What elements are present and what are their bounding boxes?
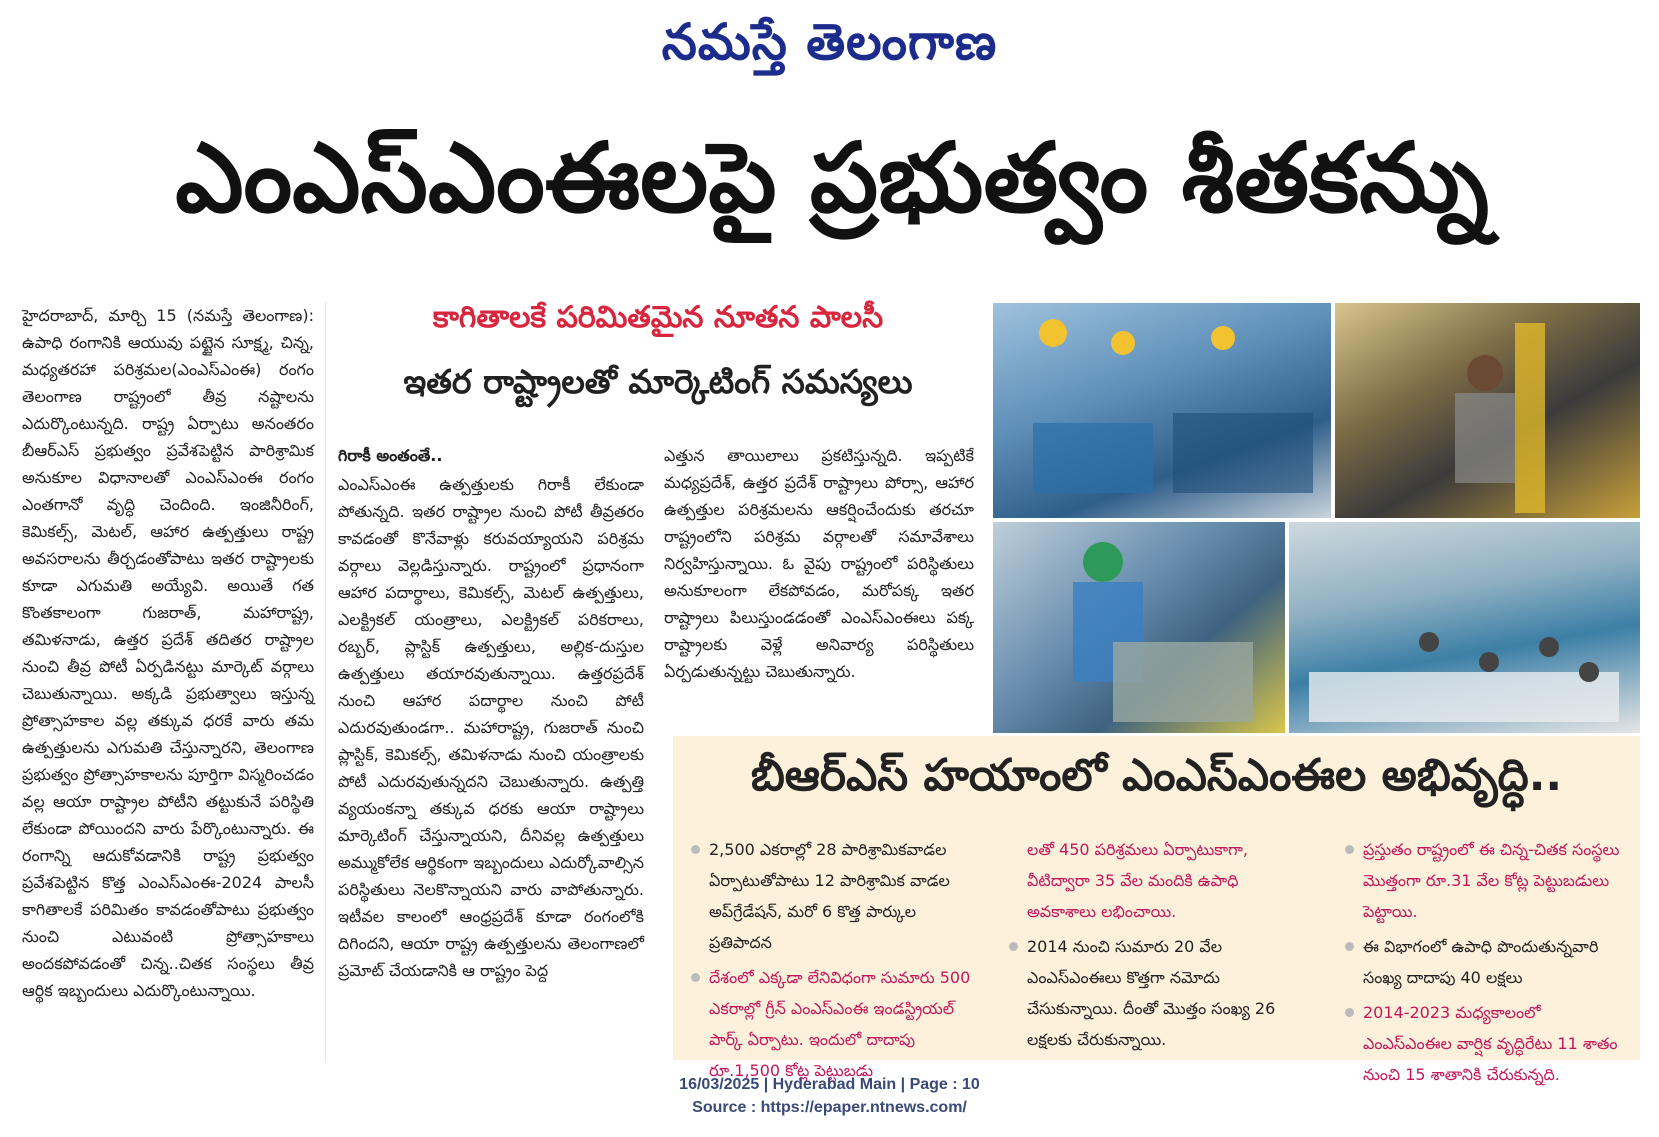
masthead-logo: నమస్తే తెలంగాణ: [661, 12, 998, 71]
footer-source: Source : https://epaper.ntnews.com/: [692, 1099, 967, 1116]
worker-green-helmet-photo: [993, 522, 1285, 733]
bullet-icon: [691, 973, 700, 982]
highlight-item: [687, 834, 982, 958]
highlight-text: 2,500 ఎకరాల్లో 28 పారిశ్రామికవాడల ఏర్పాటుతోపాటు 12 పారిశ్రామిక వాడల అప్‌గ్రేడేషన్, మరో 6 కొత్త పార్కుల ప్రతిపాదన: [709, 840, 950, 952]
highlight-text: ఈ విభాగంలో ఉపాధి పొందుతున్నవారి సంఖ్య దాదాపు 40 లక్షలు: [1363, 937, 1599, 987]
factory-workers-photo: [993, 303, 1331, 518]
highlight-item: [1341, 834, 1633, 927]
subheadline: ఇతర రాష్ట్రాలతో మార్కెటింగ్ సమస్యలు: [403, 362, 913, 401]
highlight-item: [1341, 931, 1633, 993]
highlights-column-3: [1341, 834, 1633, 1094]
highlight-text: 2014 నుంచి సుమారు 20 వేల ఎంఎస్‌ఎంఈలు కొత్తగా నమోదు చేసుకున్నాయి. దీంతో మొత్తం సంఖ్య 26 లక్షలకు చేరుకున్నాయి.: [1027, 937, 1276, 1049]
footer-date-page: 16/03/2025 | Hyderabad Main | Page : 10: [679, 1076, 980, 1093]
machine-operator-photo: [1335, 303, 1640, 518]
highlight-item: [1005, 931, 1305, 1055]
photo-collage: [993, 303, 1640, 733]
highlights-column-1: [687, 834, 982, 1090]
garment-factory-photo: [1289, 522, 1640, 733]
headline: ఎంఎస్‌ఎంఈలపై ప్రభుత్వం శీతకన్ను: [175, 122, 1489, 234]
column-2-subhead: గిరాకీ అంతంతే..: [338, 446, 443, 465]
highlight-text: దేశంలో ఎక్కడా లేనివిధంగా సుమారు 500 ఎకరాల్లో గ్రీన్ ఎంఎస్‌ఎంఈ ఇండస్ట్రియల్ పార్క్ ఏర్పాటు. ఇందులో దాదాపు రూ.1,500 కోట్ల పెట్టుబడు: [709, 968, 971, 1080]
highlight-text: లతో 450 పరిశ్రమలు ఏర్పాటుకాగా, వీటిద్వారా 35 వేల మందికి ఉపాధి అవకాశాలు లభించాయి.: [1027, 840, 1248, 921]
highlights-column-2: [1005, 834, 1305, 1059]
highlights-box: [673, 736, 1640, 1084]
article-column-2: [338, 442, 644, 984]
bullet-icon: [691, 845, 700, 854]
article-column-1: హైదరాబాద్, మార్చి 15 (నమస్తే తెలంగాణ): ఉపాధి రంగానికి ఆయువు పట్టైన సూక్ష్మ, చిన్న, మధ్యతరహా పరిశ్రమల(ఎంఎస్‌ఎంఈ) రంగం తెలంగాణ రాష్ట్రంలో తీవ్ర నష్టాలను ఎదుర్కొంటున్నది. రాష్ట్ర ఏర్పాటు అనంతరం బీఆర్‌ఎస్ ప్రభుత్వం ప్రవేశపెట్టిన పారిశ్రామిక అనుకూల విధానాలతో ఎంఎస్‌ఎంఈ రంగం ఎంతగానో వృద్ధి చెందింది. ఇంజినీరింగ్, కెమికల్స్, మెటల్, ఆహార ఉత్పత్తులు రాష్ట్ర అవసరాలను తీర్చడంతోపాటు ఇతర రాష్ట్రాలకు కూడా ఎగుమతి అయ్యేవి. అయితే గత కొంతకాలంగా గుజరాత్, మహారాష్ట్ర, తమిళనాడు, ఉత్తర ప్రదేశ్ తదితర రాష్ట్రాల నుంచి తీవ్ర పోటీ ఏర్పడినట్టు మార్కెట్ వర్గాలు చెబుతున్నాయి. అక్కడి ప్రభుత్వాలు ఇస్తున్న ప్రోత్సాహకాల వల్ల తక్కువ ధరకే వారు తమ ఉత్పత్తులను ఎగుమతి చేస్తున్నారని, తెలంగాణ ప్రభుత్వం ప్రోత్సాహకాలను పూర్తిగా విస్మరించడం వల్ల ఆయా రాష్ట్రాల పోటీని తట్టుకునే పరిస్థితి లేకుండా పోయిందని వారు పేర్కొంటున్నారు. ఈ రంగాన్ని ఆదుకోవడానికి రాష్ట్ర ప్రభుత్వం ప్రవేశపెట్టిన కొత్త ఎంఎస్‌ఎంఈ-2024 పాలసీ కాగితాలకే పరిమితం కావడంతోపాటు ప్రభుత్వం నుంచి ఎటువంటి ప్రోత్సాహకాలు అందకపోవడంతో చిన్న..చితక సంస్థలు తీవ్ర ఆర్థిక ఇబ్బందులు ఎదుర్కొంటున్నాయి.: [22, 306, 314, 1000]
highlights-title: బీఆర్‌ఎస్ హయాంలో ఎంఎస్‌ఎంఈల అభివృద్ధి..: [750, 750, 1563, 801]
highlight-item: [687, 962, 982, 1086]
highlight-text: ప్రస్తుతం రాష్ట్రంలో ఈ చిన్న-చితక సంస్థలు మొత్తంగా రూ.31 వేల కోట్ల పెట్టుబడులు పెట్టాయి.: [1363, 840, 1620, 921]
column-divider: [325, 302, 326, 1062]
bullet-icon: [1345, 942, 1354, 951]
bullet-icon: [1009, 942, 1018, 951]
highlight-text: 2014-2023 మధ్యకాలంలో ఎంఎస్‌ఎంఈల వార్షిక వృద్ధిరేటు 11 శాతం నుంచి 15 శాతానికి చేరుకున్నది.: [1363, 1003, 1618, 1084]
column-2-text: ఎంఎస్‌ఎంఈ ఉత్పత్తులకు గిరాకీ లేకుండా పోతున్నది. ఇతర రాష్ట్రాల నుంచి పోటీ తీవ్రతరం కావడంతో కొనేవాళ్లు కరువయ్యాయని పరిశ్రమ వర్గాలు వెల్లడిస్తున్నారు. రాష్ట్రంలో ప్రధానంగా ఆహార పదార్థాలు, కెమికల్స్, మెటల్ ఉత్పత్తులు, ఎలక్ట్రికల్ యంత్రాలు, ఎలక్ట్రికల్ పరికరాలు, రబ్బర్, ప్లాస్టిక్ ఉత్పత్తులు, అల్లిక-దుస్తుల ఉత్పత్తులు తయారవుతున్నాయి. ఉత్తరప్రదేశ్ నుంచి ఆహార పదార్థాల నుంచి పోటీ ఎదురవుతుండగా.. మహారాష్ట్ర, గుజరాత్ నుంచి ప్లాస్టిక్, కెమికల్స్, తమిళనాడు నుంచి యంత్రాలకు పోటీ ఎదురవుతున్నదని చెబుతున్నారు. ఉత్పత్తి వ్యయంకన్నా తక్కువ ధరకు ఆయా రాష్ట్రాలు మార్కెటింగ్ చేస్తున్నాయని, దీనివల్ల ఉత్పత్తులు అమ్ముకోలేక ఆర్థికంగా ఇబ్బందులు ఎదుర్కోవాల్సిన పరిస్థితులు నెలకొన్నాయని వారు వాపోతున్నారు. ఇటీవల కాలంలో ఆంధ్రప్రదేశ్ కూడా రంగంలోకి దిగిందని, ఆయా రాష్ట్ర ఉత్పత్తులను తెలంగాణలో ప్రమోట్ చేయడానికి ఆ రాష్ట్రం పెద్ద: [338, 475, 644, 980]
highlight-item: [1005, 834, 1305, 927]
bullet-icon: [1345, 1008, 1354, 1017]
article-column-3: ఎత్తున తాయిలాలు ప్రకటిస్తున్నది. ఇప్పటికే మధ్యప్రదేశ్, ఉత్తర ప్రదేశ్ రాష్ట్రాలు పోర్సా, ఆహార ఉత్పత్తుల పరిశ్రమలను ఆకర్షించేందుకు తరచూ రాష్ట్రంలోని పరిశ్రమ వర్గాలతో సమావేశాలు నిర్వహిస్తున్నాయి. ఓ వైపు రాష్ట్రంలో పరిస్థితులు అనుకూలంగా లేకపోవడం, మరోపక్క ఇతర రాష్ట్రాలు పిలుస్తుండడంతో ఎంఎస్‌ఎంఈలు పక్క రాష్ట్రాలకు వెళ్లే అనివార్య పరిస్థితులు ఏర్పడుతున్నట్టు చెబుతున్నారు.: [664, 446, 974, 681]
bullet-icon: [1345, 845, 1354, 854]
subheadline-red: కాగితాలకే పరిమితమైన నూతన పాలసీ: [432, 300, 884, 335]
